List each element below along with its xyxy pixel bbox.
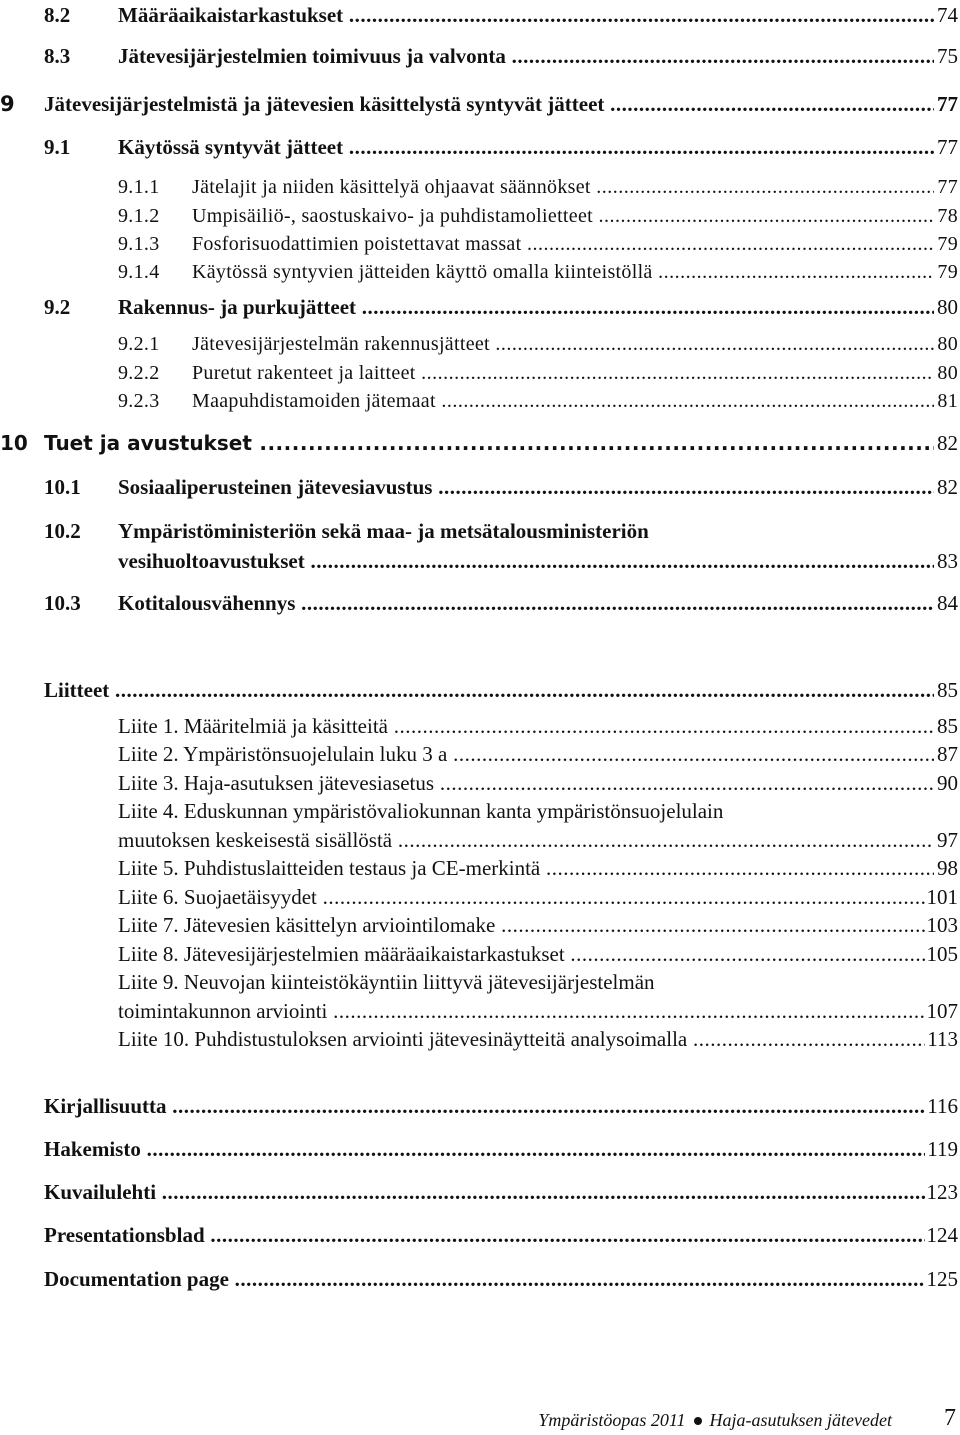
toc-title: Kuvailulehti ..... xyxy=(44,1177,934,1207)
toc-entry[interactable] xyxy=(0,853,960,883)
toc-page: 78 xyxy=(935,201,958,231)
toc-title: toimintakunnon arviointi ..... xyxy=(118,996,934,1026)
toc-title: Liite 2. Ympäristönsuojelulain luku 3 a ..... xyxy=(118,739,934,769)
toc-page: 124 xyxy=(925,1220,959,1250)
toc-entry[interactable] xyxy=(0,472,960,502)
toc-number: 9.1.4 xyxy=(118,261,160,283)
toc-entry[interactable] xyxy=(0,358,960,388)
toc-entry[interactable] xyxy=(0,882,960,912)
toc-title: Rakennus- ja purkujätteet ..... xyxy=(118,292,934,322)
toc-title: Liite 8. Jätevesijärjestelmien määräaikaistarkastukset ..... xyxy=(118,939,934,969)
toc-entry-continuation[interactable] xyxy=(0,825,960,855)
toc-entry[interactable] xyxy=(0,1220,960,1250)
toc-entry[interactable] xyxy=(0,386,960,416)
toc-page: 125 xyxy=(925,1264,959,1294)
toc-entry[interactable] xyxy=(0,796,960,826)
toc-number: 8.3 xyxy=(44,44,71,68)
toc-title: Liite 10. Puhdistustuloksen arviointi jätevesinäytteitä analysoimalla ..... xyxy=(118,1024,934,1054)
toc-entry-continuation[interactable] xyxy=(0,996,960,1026)
toc-page: 79 xyxy=(935,229,958,259)
toc-page: 119 xyxy=(925,1134,958,1164)
toc-entry[interactable] xyxy=(0,89,960,119)
page-footer xyxy=(0,1405,960,1435)
toc-title: Jätevesijärjestelmistä ja jätevesien käsittelystä syntyvät jätteet ..... xyxy=(44,89,934,119)
toc-page: 80 xyxy=(935,358,958,388)
toc-title: Liite 7. Jätevesien käsittelyn arviointilomake ..... xyxy=(118,910,934,940)
toc-number: 9.2.3 xyxy=(118,390,160,412)
toc-entry[interactable] xyxy=(0,201,960,231)
toc-page: 105 xyxy=(925,939,959,969)
toc-entry[interactable] xyxy=(0,711,960,741)
toc-entry[interactable] xyxy=(0,910,960,940)
toc-page: 103 xyxy=(925,910,959,940)
toc-number: 10.2 xyxy=(44,519,81,543)
footer-subtitle: Haja-asutuksen jätevedet xyxy=(709,1410,892,1430)
toc-page: 81 xyxy=(935,386,958,416)
footer-page-number: 7 xyxy=(944,1405,956,1431)
toc-number: 9.2.2 xyxy=(118,362,160,384)
toc-entry[interactable] xyxy=(0,132,960,162)
toc-entry[interactable] xyxy=(0,292,960,322)
toc-entry[interactable] xyxy=(0,0,960,30)
toc-entry[interactable] xyxy=(0,1264,960,1294)
toc-title: Jätevesijärjestelmän rakennusjätteet ..... xyxy=(192,329,934,359)
toc-title: muutoksen keskeisestä sisällöstä ..... xyxy=(118,825,934,855)
toc-entry[interactable] xyxy=(0,41,960,71)
toc-page: 113 xyxy=(925,1024,958,1054)
toc-title: Käytössä syntyvät jätteet ..... xyxy=(118,132,934,162)
toc-number: 9.1.1 xyxy=(118,176,160,198)
toc-page: 116 xyxy=(925,1091,958,1121)
toc-entry[interactable] xyxy=(0,229,960,259)
toc-title: Maapuhdistamoiden jätemaat ..... xyxy=(192,386,934,416)
toc-entry[interactable] xyxy=(0,1177,960,1207)
toc-title: Jätelajit ja niiden käsittelyä ohjaavat säännökset ..... xyxy=(192,172,934,202)
toc-page: 82 xyxy=(935,428,958,458)
toc-title-line1: Liite 9. Neuvojan kiinteistökäyntiin liittyvä jätevesijärjestelmän xyxy=(118,970,655,994)
toc-page: 84 xyxy=(935,588,958,618)
toc-page: 79 xyxy=(935,257,958,287)
toc-page: 77 xyxy=(935,89,958,119)
toc-page: 85 xyxy=(935,675,958,705)
toc-title: Fosforisuodattimien poistettavat massat ..... xyxy=(192,229,934,259)
toc-title: Kirjallisuutta ..... xyxy=(44,1091,934,1121)
toc-number: 9.1 xyxy=(44,135,71,159)
toc-number: 10 xyxy=(0,431,28,455)
toc-title: Liite 1. Määritelmiä ja käsitteitä ..... xyxy=(118,711,934,741)
toc-entry[interactable] xyxy=(0,967,960,997)
toc-title-line1: Liite 4. Eduskunnan ympäristövaliokunnan kanta ympäristönsuojelulain xyxy=(118,799,724,823)
toc-page: 101 xyxy=(925,882,959,912)
toc-entry[interactable] xyxy=(0,739,960,769)
toc-page: 97 xyxy=(935,825,958,855)
toc-entry-continuation[interactable] xyxy=(0,546,960,576)
toc-number: 10.1 xyxy=(44,475,81,499)
toc-page: 77 xyxy=(935,172,958,202)
toc-page: 80 xyxy=(935,292,958,322)
toc-number: 9.2 xyxy=(44,295,71,319)
toc-title: Sosiaaliperusteinen jätevesiavustus ..... xyxy=(118,472,934,502)
toc-page: 75 xyxy=(935,41,958,71)
toc-title: Jätevesijärjestelmien toimivuus ja valvonta ..... xyxy=(118,41,934,71)
toc-title: Presentationsblad ..... xyxy=(44,1220,934,1250)
toc-entry[interactable] xyxy=(0,588,960,618)
footer-publication: Ympäristöopas 2011 xyxy=(538,1410,686,1430)
toc-number: 10.3 xyxy=(44,591,81,615)
toc-page: 83 xyxy=(935,546,958,576)
toc-entry[interactable] xyxy=(0,329,960,359)
toc-entry[interactable] xyxy=(0,428,960,458)
toc-title: Liite 6. Suojaetäisyydet ..... xyxy=(118,882,934,912)
toc-title: Liite 5. Puhdistuslaitteiden testaus ja CE-merkintä ..... xyxy=(118,853,934,883)
toc-title-line1: Ympäristöministeriön sekä maa- ja metsätalousministeriön xyxy=(118,519,649,543)
toc-page: 82 xyxy=(935,472,958,502)
bullet-icon xyxy=(694,1417,702,1425)
toc-page: 80 xyxy=(935,329,958,359)
toc-title: Documentation page ..... xyxy=(44,1264,934,1294)
toc-page: 107 xyxy=(925,996,959,1026)
toc-entry[interactable] xyxy=(0,516,960,546)
toc-number: 9 xyxy=(0,92,15,116)
toc-page: 87 xyxy=(935,739,958,769)
toc-title: Hakemisto ..... xyxy=(44,1134,934,1164)
toc-title: Käytössä syntyvien jätteiden käyttö omalla kiinteistöllä ..... xyxy=(192,257,934,287)
toc-page: 98 xyxy=(935,853,958,883)
toc-title: Puretut rakenteet ja laitteet ..... xyxy=(192,358,934,388)
toc-number: 9.1.2 xyxy=(118,205,160,227)
toc-number: 9.2.1 xyxy=(118,333,160,355)
toc-title: Liite 3. Haja-asutuksen jätevesiasetus ..... xyxy=(118,768,934,798)
toc-entry[interactable] xyxy=(0,1091,960,1121)
toc-entry[interactable] xyxy=(0,768,960,798)
toc-entry[interactable] xyxy=(0,257,960,287)
toc-title: Umpisäiliö-, saostuskaivo- ja puhdistamolietteet ..... xyxy=(192,201,934,231)
toc-page: 77 xyxy=(935,132,958,162)
toc-entry[interactable] xyxy=(0,675,960,705)
footer-running-title xyxy=(538,1405,892,1435)
toc-page: 85 xyxy=(935,711,958,741)
toc-title: Määräaikaistarkastukset ..... xyxy=(118,0,934,30)
toc-entry[interactable] xyxy=(0,1024,960,1054)
toc-number: 8.2 xyxy=(44,3,71,27)
toc-page: 123 xyxy=(925,1177,959,1207)
toc-title: Liitteet ..... xyxy=(44,675,934,705)
toc-entry[interactable] xyxy=(0,939,960,969)
toc-title: vesihuoltoavustukset ..... xyxy=(118,546,934,576)
toc-page: 74 xyxy=(935,0,958,30)
toc-title: Kotitalousvähennys ..... xyxy=(118,588,934,618)
toc-title: Tuet ja avustukset ..... xyxy=(44,428,934,458)
toc-number: 9.1.3 xyxy=(118,233,160,255)
toc-entry[interactable] xyxy=(0,1134,960,1164)
toc-entry[interactable] xyxy=(0,172,960,202)
toc-page: 90 xyxy=(935,768,958,798)
